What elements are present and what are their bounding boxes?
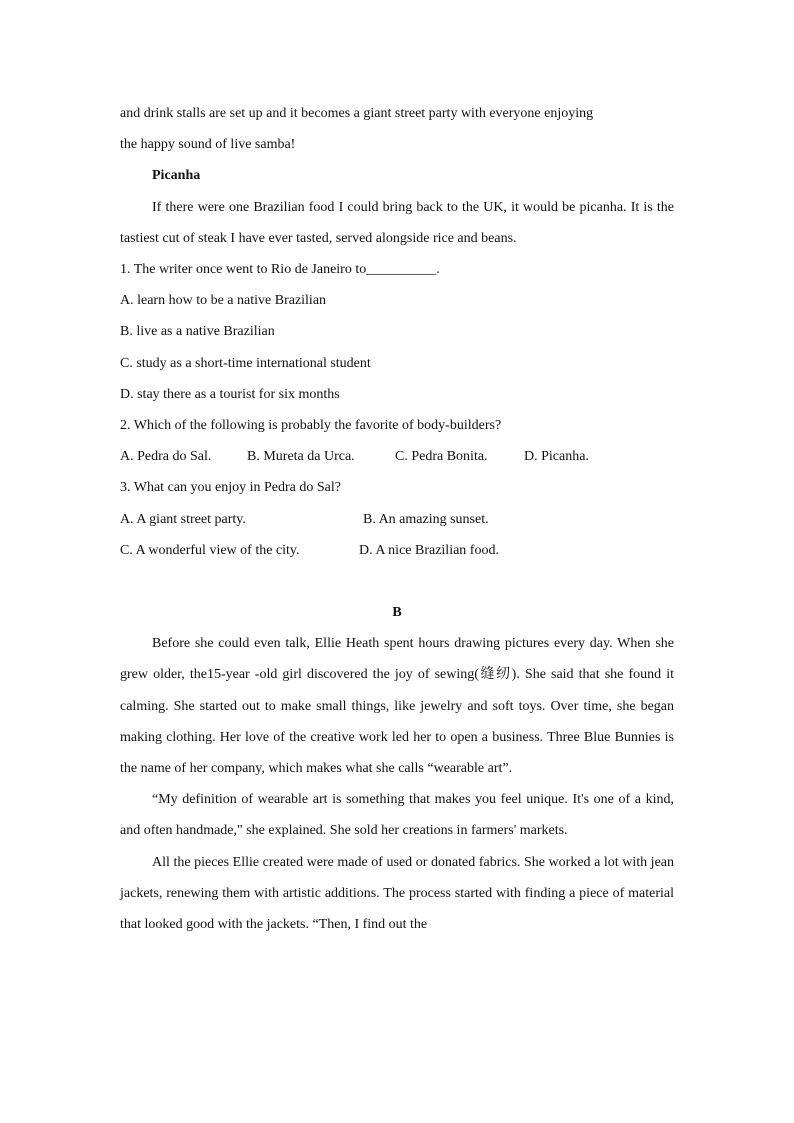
- picanha-paragraph: If there were one Brazilian food I could bring back to the UK, it would be picanha. It is the tastiest cut of steak I have ever tasted, served alongside rice and beans.: [120, 199, 674, 246]
- question-2: 2. Which of the following is probably the favorite of body-builders?: [120, 418, 502, 434]
- intro-line-2: the happy sound of live samba!: [120, 137, 296, 153]
- question-2-option-b: B. Mureta da Urca.: [247, 449, 355, 465]
- section-b-paragraph-3: All the pieces Ellie created were made of used or donated fabrics. She worked a lot with jean jackets, renewing them with artistic additions. The process started with finding a piece of material that looked good with the jackets. “Then, I find out the: [120, 854, 674, 933]
- question-3-options-row-2: [120, 535, 674, 566]
- question-2-options: [120, 441, 674, 472]
- question-1-option-c: C. study as a short-time international student: [120, 355, 371, 371]
- question-2-option-a: A. Pedra do Sal.: [120, 449, 212, 465]
- document-content: [120, 98, 674, 940]
- question-3-option-b: B. An amazing sunset.: [363, 511, 489, 527]
- question-3-option-d: D. A nice Brazilian food.: [359, 542, 499, 558]
- section-b-title: B: [392, 605, 402, 621]
- question-1-option-b: B. live as a native Brazilian: [120, 324, 275, 340]
- intro-line-1: and drink stalls are set up and it becomes a giant street party with everyone enjoying: [120, 106, 594, 121]
- section-b-paragraph-2: “My definition of wearable art is something that makes you feel unique. It's one of a kind, and often handmade," she explained. She sold her creations in farmers' markets.: [120, 792, 674, 839]
- question-1: 1. The writer once went to Rio de Janeiro to__________.: [120, 262, 440, 278]
- question-1-option-d: D. stay there as a tourist for six months: [120, 386, 340, 402]
- section-b-paragraph-1: Before she could even talk, Ellie Heath spent hours drawing pictures every day. When she grew older, the15-year -old girl discovered the joy of sewing(缝纫). She said that she found it calming. She started out to make small things, like jewelry and soft toys. Over time, she began making clothing. Her love of the creative work led her to open a business. Three Blue Bunnies is the name of her company, which makes what she calls “wearable art”.: [120, 636, 674, 777]
- question-3: 3. What can you enjoy in Pedra do Sal?: [120, 480, 341, 496]
- picanha-heading: Picanha: [152, 168, 201, 184]
- question-3-option-c: C. A wonderful view of the city.: [120, 542, 300, 558]
- question-3-options-row-1: [120, 504, 674, 535]
- question-3-option-a: A. A giant street party.: [120, 511, 246, 527]
- question-2-option-d: D. Picanha.: [524, 449, 589, 465]
- question-2-option-c: C. Pedra Bonita.: [395, 449, 488, 465]
- question-1-option-a: A. learn how to be a native Brazilian: [120, 293, 327, 309]
